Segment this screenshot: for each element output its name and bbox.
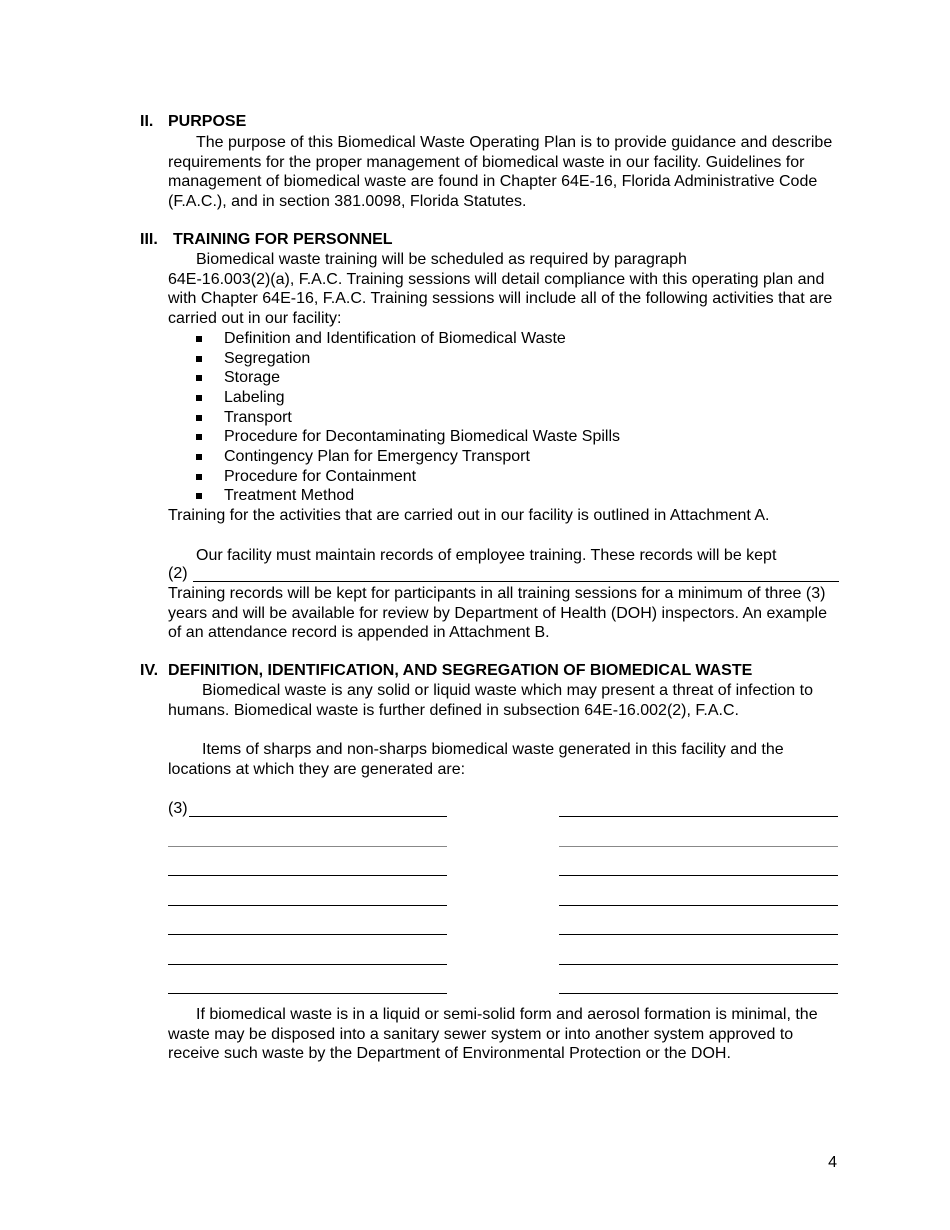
blank-marker-3: (3) [168, 800, 188, 817]
records-location-field[interactable] [193, 581, 839, 582]
list-item: Segregation [196, 349, 840, 369]
section-heading [140, 112, 840, 132]
waste-item-field[interactable] [168, 964, 447, 965]
waste-item-field[interactable] [168, 993, 447, 994]
waste-location-field[interactable] [559, 846, 838, 847]
list-item: Contingency Plan for Emergency Transport [196, 447, 840, 467]
items-paragraph: Items of sharps and non-sharps biomedical waste generated in this facility and the locations at which they are generated are: [168, 741, 784, 779]
waste-item-field[interactable] [168, 934, 447, 935]
waste-location-field[interactable] [559, 993, 838, 994]
section-title: DEFINITION, IDENTIFICATION, AND SEGREGATION OF BIOMEDICAL WASTE [168, 662, 753, 679]
section-number: IV. [140, 662, 159, 679]
section-purpose [140, 112, 840, 212]
blank-marker-2: (2) [168, 565, 188, 582]
section-number: II. [140, 113, 154, 130]
list-item: Definition and Identification of Biomedical Waste [196, 329, 840, 349]
purpose-paragraph: The purpose of this Biomedical Waste Operating Plan is to provide guidance and describe requirements for the proper management of biomedical waste in our facility. Guidelines for management of biomedical waste are found in Chapter 64E-16, Florida Administrative Code (F.A.C.), and in section 381.0098, Florida Statutes. [168, 134, 833, 211]
training-activities-list [140, 329, 840, 506]
waste-item-field[interactable] [168, 846, 447, 847]
section-training [140, 230, 840, 566]
waste-item-field[interactable] [189, 816, 447, 817]
training-paragraph [168, 250, 840, 329]
section-number: III. [140, 231, 158, 248]
list-item: Procedure for Decontaminating Biomedical Waste Spills [196, 427, 840, 447]
section-definition [140, 661, 840, 780]
list-item: Procedure for Containment [196, 467, 840, 487]
training-paragraph-line1: Biomedical waste training will be scheduled as required by paragraph [196, 251, 687, 268]
waste-location-field[interactable] [559, 905, 838, 906]
records-retention-block [140, 584, 840, 643]
section-title: PURPOSE [168, 113, 247, 130]
list-item: Labeling [196, 388, 840, 408]
list-item: Transport [196, 408, 840, 428]
disposal-paragraph: If biomedical waste is in a liquid or semi-solid form and aerosol formation is minimal, the waste may be disposed into a sanitary sewer system or into another system approved to receive such waste by the Department of Environmental Protection or the DOH. [168, 1006, 818, 1063]
waste-location-field[interactable] [559, 875, 838, 876]
waste-location-field[interactable] [559, 934, 838, 935]
section-heading [140, 661, 840, 681]
section-title: TRAINING FOR PERSONNEL [173, 231, 393, 248]
waste-location-field[interactable] [559, 816, 838, 817]
page-number: 4 [828, 1154, 837, 1171]
waste-location-field[interactable] [559, 964, 838, 965]
definition-paragraph: Biomedical waste is any solid or liquid waste which may present a threat of infection to humans. Biomedical waste is further defined in subsection 64E-16.002(2), F.A.C. [168, 682, 813, 719]
training-paragraph-rest: 64E-16.003(2)(a), F.A.C. Training sessions will detail compliance with this operating plan and with Chapter 64E-16, F.A.C. Training sessions will include all of the following activities that are carried out in our facility: [168, 270, 833, 328]
attachment-a-note: Training for the activities that are carried out in our facility is outlined in Attachment A. [168, 507, 770, 525]
records-paragraph-line1: Our facility must maintain records of employee training. These records will be kept [196, 546, 777, 564]
waste-item-field[interactable] [168, 875, 447, 876]
records-paragraph-rest: Training records will be kept for participants in all training sessions for a minimum of three (3) years and will be available for review by Department of Health (DOH) inspectors. An example of an attendance record is appended in Attachment B. [168, 585, 827, 642]
section-heading [140, 230, 840, 250]
disposal-block [140, 1005, 840, 1064]
list-item: Storage [196, 368, 840, 388]
list-item: Treatment Method [196, 486, 840, 506]
waste-item-field[interactable] [168, 905, 447, 906]
